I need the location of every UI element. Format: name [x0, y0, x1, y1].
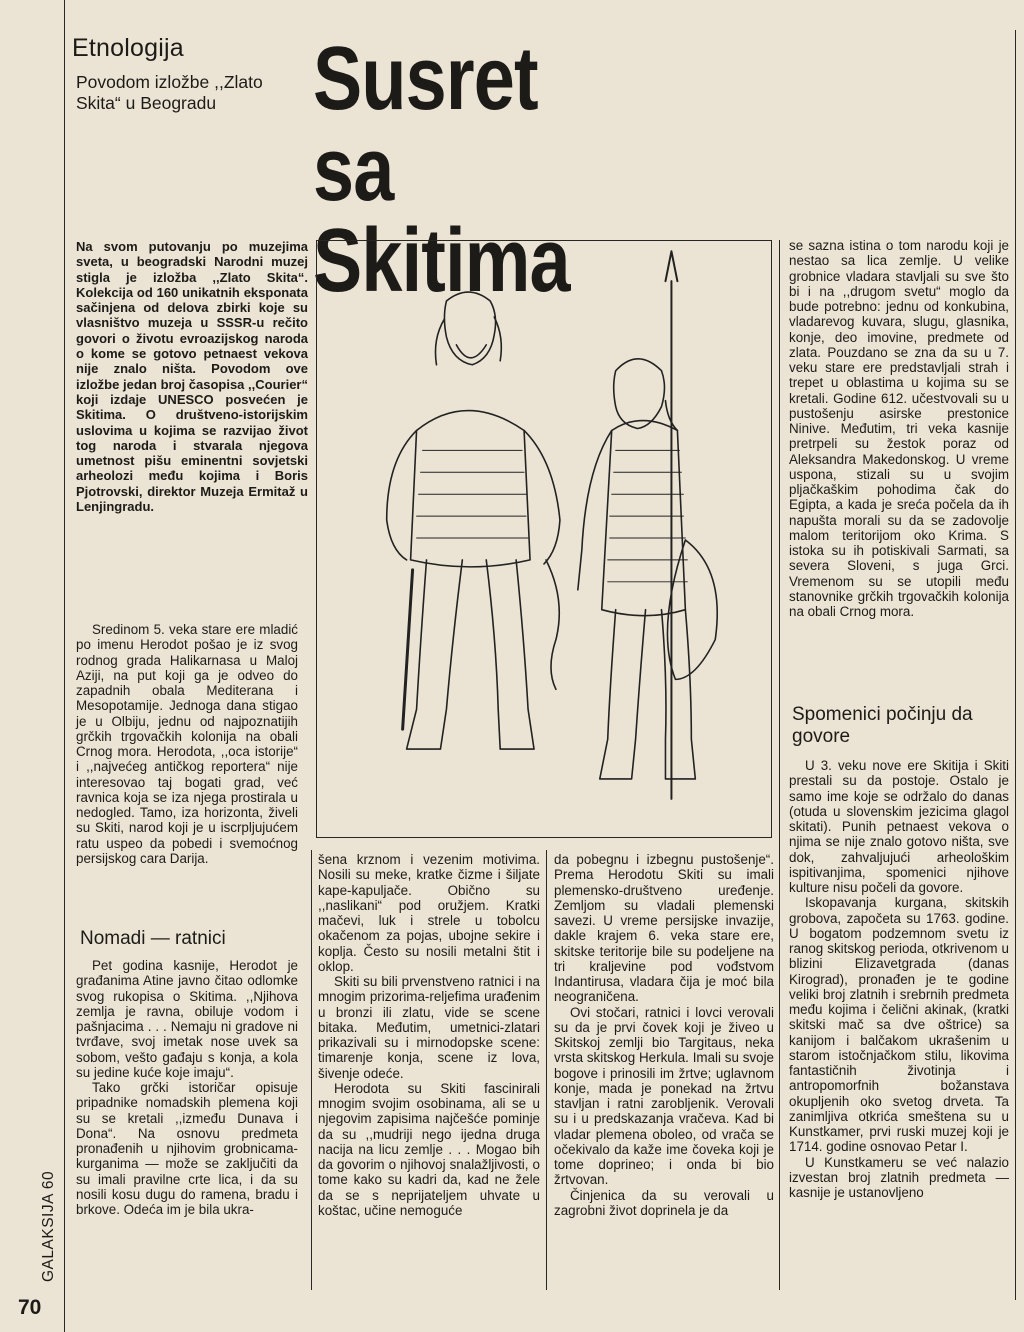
column-rule-1 — [311, 850, 312, 1290]
column-1-bottom — [76, 958, 298, 1217]
col3-paragraph-1: da pobegnu i izbegnu pustošenje“. Prema Herodotu Skiti su imali plemensko-društveno uređenje. Zemljom su vladali plemenski savezi. U vreme persijske invazije, dakle krajem 6. veka stare ere, skitske teritorije bile su podeljene na tri kraljevine pod vođstvom Indantirusa, vladara čija je moć bila neograničena. — [554, 852, 774, 1005]
column-rule-2 — [546, 850, 547, 1290]
right-margin-rule — [1015, 30, 1016, 1300]
column-4-top — [789, 238, 1009, 619]
col1-paragraph-3: Tako grčki istoričar opisuje pripadnike nomadskih plemena koji su se kretali ,,između Dunava i Dona“. Na osnovu predmeta pronađenih u njihovim grobnicama-kurganima — može se zaključiti da su imali pravilne crte lica, i da su nosili kosu dugu do ramena, bradu i brkove. Odeća im je bila ukra- — [76, 1080, 298, 1217]
page-number: 70 — [18, 1296, 42, 1319]
col3-paragraph-2: Ovi stočari, ratnici i lovci verovali su da je prvi čovek koji je živeo u Skitskoj zemlji bio Targitaus, neka vrsta skitskog Herkula. Imali su svoje bogove i prinosili im žrtve; uglavnom konje, mada je ponekad na žrtvu stavljan i ratni zarobljenik. Verovali su i u predskazanja vračeva. Kad bi vladar plemena oboleo, od vrača se očekivalo da kaže ime čoveka koji je tome doprineo; i onda bi bio žrtvovan. — [554, 1004, 774, 1188]
col2-paragraph-3: Herodota su Skiti fascinirali mnogim svojim osobinama, ali se u njegovim zapisima najčešće pominje da su ,,mudriji nego ijedna druga nacija na licu zemlje . . . Mogao bih da govorim o njihovoj snalažljivosti, o tome kako su kadri da, kad ne žele da se s neprijateljem uhvate u koštac, učine nemoguće — [318, 1080, 540, 1218]
left-margin-rule — [64, 0, 65, 1332]
headline-line-2: sa Skitima — [313, 120, 570, 311]
scythian-warriors-illustration — [316, 240, 772, 838]
column-2 — [318, 852, 540, 1218]
col4-paragraph-2: U 3. veku nove ere Skitija i Skiti prestali su da postoje. Ostalo je samo ime koje se održalo do danas (otuda u slovenskim jezicima glagol skitati). Punih petnaest vekova o njima se nije znalo gotovo ništa, sve dok, zahvaljujući arheološkim ispitivanjima, spomenici njihove kulture nisu počeli da govore. — [789, 758, 1009, 895]
col4-paragraph-1: se sazna istina o tom narodu koji je nestao sa lica zemlje. U velike grobnice vladara stavljali su sve što bi i na ,,drugom svetu“ moglo da bude potrebno: jednu od konkubina, vladarevog kuvara, slugu, glasnika, konje, deo imovine, predmete od zlata. Pouzdano se zna da su u 7. veku stare ere predstavljali strah i trepet u oblastima u kojima su se kretali. Godine 612. učestvovali su u pustošenju asirske prestonice Ninive. Međutim, tri veka kasnije pretrpeli su žestok poraz od Aleksandra Makedonskog. U vreme uspona, stizali su u svojim pljačkaškim pohodima čak do Egipta, a kada je sreća počela da ih napušta morali su da se zadovolje malom teritorijom oko Krima. S istoka su ih potiskivali Sarmati, sa severa Sloveni, s juga Grci. Vremenom su se utopili među stanovnike grčkih trgovačkih kolonija na obali Crnog mora. — [789, 238, 1009, 619]
col2-paragraph-1: šena krznom i vezenim motivima. Nosili su meke, kratke čizme i šiljate kape-kapuljače. Obično su ,,naslikani“ pod oružjem. Kratki mačevi, luk i strele u tobolcu okačenom za pojas, ubojne sekire i koplja. Često su nosili metalni štit i oklop. — [318, 852, 540, 974]
column-4-bottom — [789, 758, 1009, 1200]
warriors-drawing-icon — [317, 241, 771, 837]
subhead-spomenici: Spomenici počinju da govore — [792, 704, 973, 747]
column-rule-3 — [779, 240, 780, 1290]
subhead-nomadi-ratnici: Nomadi — ratnici — [80, 928, 226, 949]
column-1-top — [76, 622, 298, 866]
lead-paragraph: Na svom putovanju po muzejima sveta, u beogradski Narodni muzej stigla je izložba ,,Zlato Skita“. Kolekcija od 160 unikatnih eksponata sačinjena od delova zbirki koje su vlasništvo muzeja u SSSR-u rečito govori o životu evroazijskog naroda o kome se gotovo petnaest vekova nije znalo ništa. Povodom ove izložbe jedan broj časopisa ,,Courier“ koji izdaje UNESCO posvećen je Skitima. O društveno-istorijskim uslovima u kojima se razvijao život tog naroda i stvarala njegova umetnost pišu eminentni sovjetski arheolozi među kojima i Boris Pjotrovski, direktor Muzeja Ermitaž u Lenjingradu. — [76, 239, 308, 515]
col4-paragraph-4: U Kunstkameru se već nalazio izvestan broj zlatnih predmeta — kasnije je ustanovljeno — [789, 1154, 1009, 1200]
magazine-name-vertical: GALAKSIJA 60 — [40, 1170, 57, 1282]
col2-paragraph-2: Skiti su bili prvenstveno ratnici i na mnogim prizorima-reljefima urađenim u bronzi ili zlatu, vide se scene bitaka. Međutim, umetnici-zlatari prikazivali su i mirnodopske scene: timarenje konja, scene iz lova, šivenje odeće. — [318, 974, 540, 1081]
col4-paragraph-3: Iskopavanja kurgana, skitskih grobova, započeta su 1763. godine. U bogatom podzemnom svetu iz ranog skitskog perioda, otkrivenom u blizini Elizavetgrada (danas Kirograd), pronađen je te godine veliki broj zlatnih i srebrnih predmeta među kojima i čelični akinak, (kratki skitski mač sa dve oštrice) sa kanijom i balčakom ukrašenim u starom istočnjačkom stilu, likovima fantastičnih životinja i antropomorfnih božanstava okupljenih oko svetog drveta. Ta zanimljiva otkrića smeštena su u Kunstkamer, prvi ruski muzej koji je 1714. godine osnovao Petar I. — [789, 895, 1009, 1155]
column-3 — [554, 852, 774, 1218]
col3-paragraph-3: Činjenica da su verovali u zagrobni život doprinela je da — [554, 1187, 774, 1218]
col1-paragraph-2: Pet godina kasnije, Herodot je građanima Atine javno čitao odlomke svog rukopisa o Skitima. ,,Njihova zemlja je ravna, obiluje vodom i pašnjacima . . . Nemaju ni gradove ni tvrđave, svoj imetak nose uvek sa sobom, vešto gađaju s konja, a kola su jedine kuće koje imaju“. — [76, 958, 298, 1080]
col1-paragraph-1: Sredinom 5. veka stare ere mladić po imenu Herodot pošao je iz svog rodnog grada Halikarnasa u Maloj Aziji, na put koji ga je odveo do zapadnih obala Mediterana i Mesopotamije. Jednoga dana stigao je u Olbiju, jednu od najpoznatijih grčkih trgovačkih kolonija na obali Crnog mora. Herodota, ,,oca istorije“ i ,,najvećeg antičkog reportera“ nije interesovao taj bogati grad, već ravnica koja se iza njega prostirala u nedogled. Tamo, iza horizonta, živeli su Skiti, narod koji je u iscrpljujućem ratu uspeo da pobedi i svemoćnog persijskog cara Darija. — [76, 622, 298, 866]
headline-line-1: Susret — [313, 29, 538, 129]
section-label: Etnologija — [72, 34, 184, 62]
occasion-line: Povodom izložbe ,,Zlato Skita“ u Beogradu — [76, 72, 263, 113]
